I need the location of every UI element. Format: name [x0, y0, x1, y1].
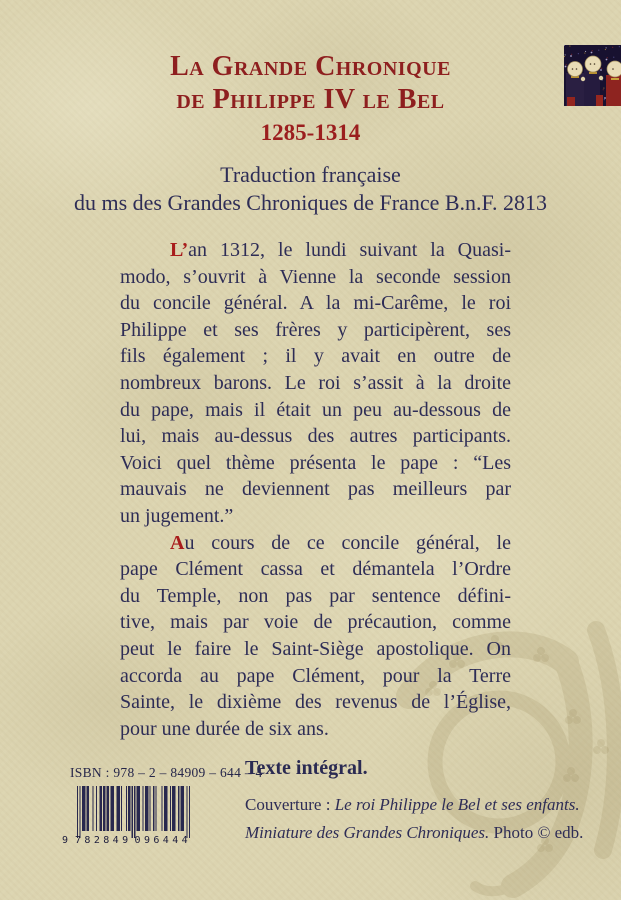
text-line-first	[120, 237, 511, 264]
page-title-line-2: de Philippe IV le Bel	[176, 84, 445, 115]
subtitle-line-1: Traduction française	[220, 162, 401, 187]
text-line: accorda au pape Clément, pour la Terre	[120, 664, 511, 687]
first-line-rest: u cours de ce concile général, le	[184, 531, 511, 554]
barcode-digits-left: 782849	[75, 835, 132, 846]
credit-title-2: Miniature des Grandes Chroniques.	[245, 822, 490, 842]
paragraph-2	[120, 530, 511, 743]
barcode-digit-first: 9	[62, 835, 69, 846]
texte-integral-label: Texte intégral.	[245, 757, 368, 779]
text-line: du concile général. A la mi-Carême, le roi	[120, 292, 511, 315]
credit-line-1	[245, 791, 583, 819]
header	[0, 50, 621, 217]
subtitle	[0, 161, 621, 217]
text-line: mauvais ne deviennent pas meilleurs par	[120, 478, 511, 501]
text-line: un jugement.”	[120, 504, 234, 527]
paragraph-lines	[120, 264, 511, 530]
text-line: tive, mais par voie de précaution, comme	[120, 611, 511, 634]
credit-label: Couverture :	[245, 795, 331, 814]
text-line: lui, mais au-dessus des autres participants.	[120, 425, 511, 448]
text-line: pape Clément cassa et démantela l’Ordre	[120, 558, 511, 581]
credit-photo: Photo © edb.	[493, 822, 584, 842]
text-line-first	[120, 530, 511, 557]
first-line-rest: an 1312, le lundi suivant la Quasi-	[188, 239, 511, 261]
text-line: Philippe et ses frères y participèrent, ses	[120, 318, 511, 341]
text-line: fils également ; il y avait en outre de	[120, 345, 511, 368]
drop-initial: L’	[170, 239, 189, 261]
text-line: Voici quel thème présenta le pape : “Les	[120, 451, 511, 474]
text-line: du Temple, non pas par sentence défini-	[120, 584, 511, 607]
barcode-digits	[62, 835, 194, 846]
text-line: peut le faire le Saint-Siège apostolique. On	[120, 637, 511, 660]
credit-line-2	[245, 819, 583, 847]
paragraph-lines	[120, 556, 511, 742]
text-line: du pape, mais il était un peu au-dessous de	[120, 398, 511, 421]
subtitle-line-2: du ms des Grandes Chroniques de France B.n.F. 2813	[73, 190, 547, 215]
text-line: Sainte, le dixième des revenus de l’Église,	[120, 691, 511, 714]
cover-credits	[245, 791, 583, 846]
text-line: nombreux barons. Le roi s’assit à la droite	[120, 371, 511, 394]
barcode-bars	[77, 786, 190, 838]
body-text	[120, 237, 511, 742]
credit-title: Le roi Philippe le Bel et ses enfants.	[334, 795, 580, 814]
isbn-number: ISBN : 978 – 2 – 84909 – 644 – 4	[70, 765, 263, 780]
drop-initial: A	[170, 531, 185, 554]
page-title-line-1: La Grande Chronique	[170, 51, 451, 82]
title-years: 1285-1314	[260, 120, 361, 145]
paragraph-1	[120, 237, 511, 530]
text-line: modo, s’ouvrit à Vienne la seconde session	[120, 265, 511, 288]
text-line: pour une durée de six ans.	[120, 717, 329, 740]
barcode-digits-right: 096444	[134, 835, 192, 846]
